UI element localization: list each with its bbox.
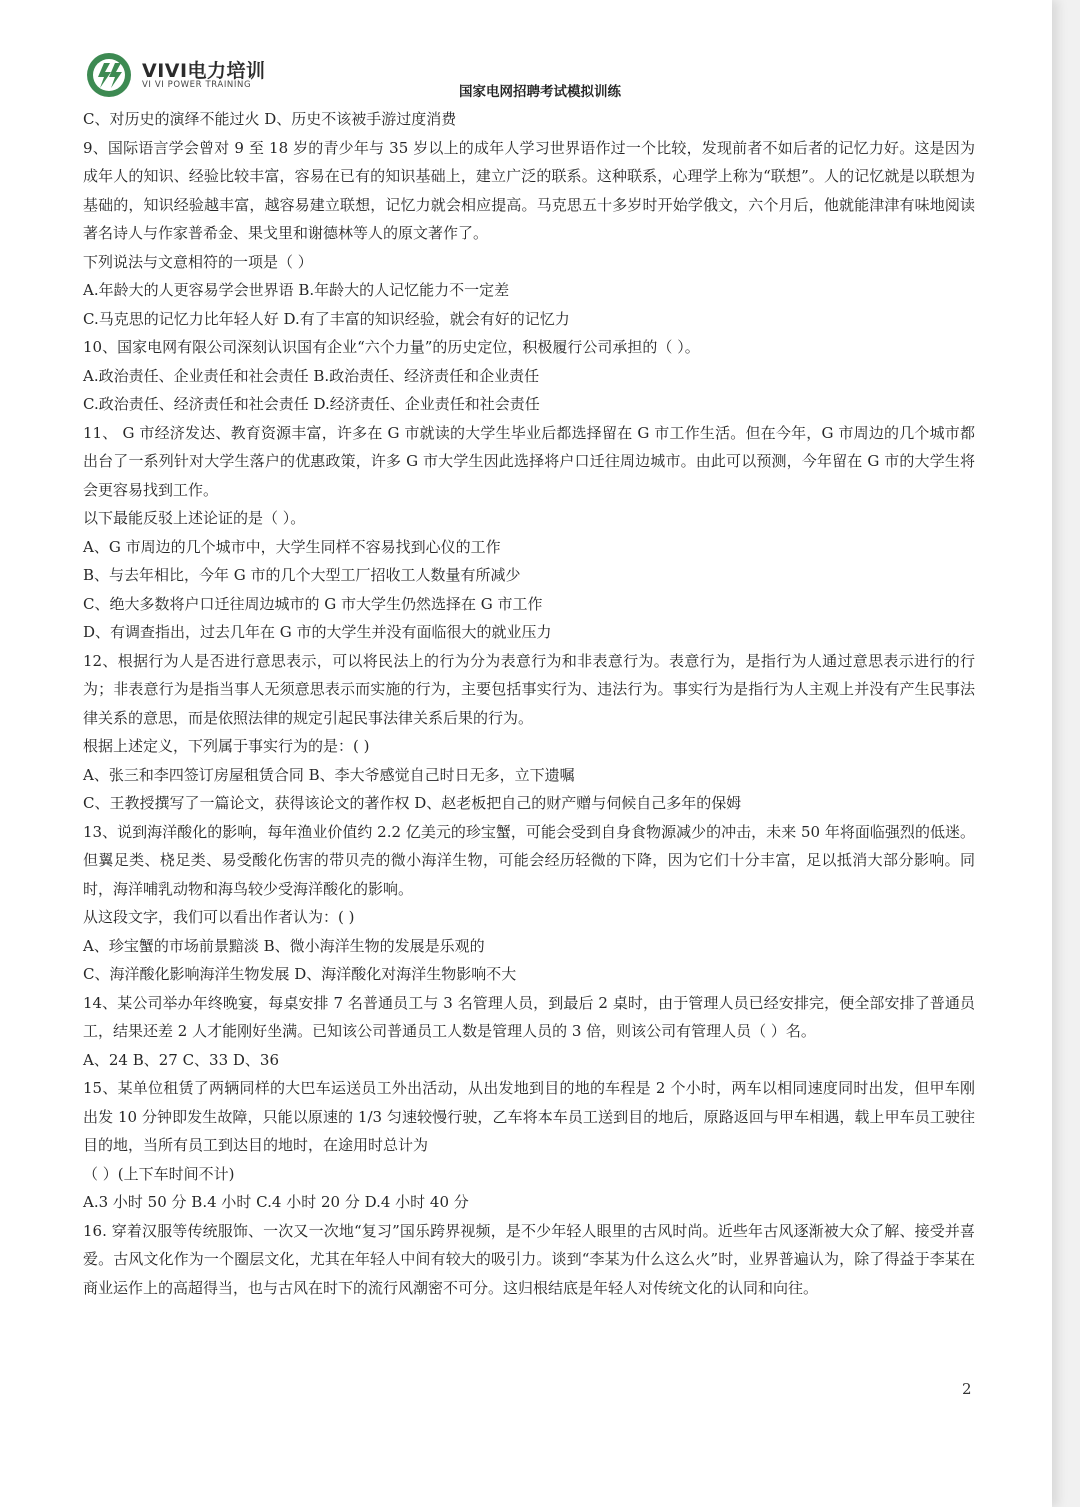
answer-options: A、珍宝蟹的市场前景黯淡 B、微小海洋生物的发展是乐观的 <box>83 936 485 955</box>
question-14: 14、某公司举办年终晚宴，每桌安排 7 名普通员工与 3 名管理人员，到最后 2 桌时，由于管理人员已经安排完，便全部安排了普通员工，结果还差 2 人才能刚好坐满。已知该公司普通员工人数是管理人员的 3 倍，则该公司有管理人员（ ）名。 <box>83 993 975 1040</box>
question-prompt: 下列说法与文意相符的一项是（ ） <box>83 252 313 271</box>
page-number: 2 <box>962 1380 972 1398</box>
answer-options: C.政治责任、经济责任和社会责任 D.经济责任、企业责任和社会责任 <box>83 395 540 413</box>
question-15: 15、某单位租赁了两辆同样的大巴车运送员工外出活动，从出发地到目的地的车程是 2 个小时，两车以相同速度同时出发，但甲车刚出发 10 分钟即发生故障，只能以原速的 1/3 匀速较慢行驶，乙车将本车员工送到目的地后，原路返回与甲车相遇，载上甲车员工驶往目的地，当所有员工到达目的地时，在途用时总计为 <box>83 1079 975 1154</box>
brand-subtitle: VI VI POWER TRAINING <box>142 80 252 90</box>
question-12: 12、根据行为人是否进行意思表示，可以将民法上的行为分为表意行为和非表意行为。表意行为，是指行为人通过意思表示进行的行为；非表意行为是指当事人无须意思表示而实施的行为，主要包括事实行为、违法行为。事实行为是指行为人主观上并没有产生民事法律关系的意思，而是依照法律的规定引起民事法律关系后果的行为。 <box>83 651 975 727</box>
question-16: 16. 穿着汉服等传统服饰、一次又一次地“复习”国乐跨界视频，是不少年轻人眼里的古风时尚。近些年古风逐渐被大众了解、接受并喜爱。古风文化作为一个圈层文化，尤其在年轻人中间有较大的吸引力。谈到“李某为什么这么火”时，业界普遍认为，除了得益于李某在商业运作上的高超得当，也与古风在时下的流行风潮密不可分。这归根结底是年轻人对传统文化的认同和向往。 <box>83 1221 975 1297</box>
question-prompt: 根据上述定义，下列属于事实行为的是：( ) <box>83 737 370 755</box>
answer-options: C、王教授撰写了一篇论文，获得该论文的著作权 D、赵老板把自己的财产赠与伺候自己多年的保姆 <box>83 794 742 812</box>
text-line: C、对历史的演绎不能过火 D、历史不该被手游过度消费 <box>83 110 457 128</box>
answer-options: A.年龄大的人更容易学会世界语 B.年龄大的人记忆能力不一定差 <box>83 281 510 299</box>
answer-option: A、G 市周边的几个城市中，大学生同样不容易找到心仪的工作 <box>83 537 501 556</box>
answer-options: A、24 B、27 C、33 D、36 <box>83 1050 280 1069</box>
question-9: 9、国际语言学会曾对 9 至 18 岁的青少年与 35 岁以上的成年人学习世界语作过一个比较，发现前者不如后者的记忆力好。这是因为成年人的知识、经验比较丰富，容易在已有的知识基础上，建立广泛的联系。这种联系，心理学上称为“联想”。人的记忆就是以联想为基础的，知识经验越丰富，越容易建立联想，记忆力就会相应提高。马克思五十多岁时开始学俄文，六个月后，他就能津津有味地阅读著名诗人与作家普希金、果戈里和谢德林等人的原文著作了。 <box>83 138 975 242</box>
question-prompt: 以下最能反驳上述论证的是（ ）。 <box>83 509 306 527</box>
question-11: 11、 G 市经济发达、教育资源丰富，许多在 G 市就读的大学生毕业后都选择留在 G 市工作生活。但在今年，G 市周边的几个城市都出台了一系列针对大学生落户的优惠政策，许多 G 市大学生因此选择将户口迁往周边城市。由此可以预测，今年留在 G 市的大学生将会更容易找到工作。 <box>83 423 975 499</box>
vivi-logo-icon <box>84 50 134 100</box>
answer-options: C.马克思的记忆力比年轻人好 D.有了丰富的知识经验，就会有好的记忆力 <box>83 309 570 328</box>
question-10: 10、国家电网有限公司深刻认识国有企业“六个力量”的历史定位，积极履行公司承担的（ ）。 <box>83 338 700 356</box>
brand-name: VIVI电力培训 <box>142 60 266 82</box>
question-15-tail: （ ）(上下车时间不计) <box>83 1164 235 1183</box>
answer-option: B、与去年相比，今年 G 市的几个大型工厂招收工人数量有所减少 <box>83 566 521 584</box>
answer-options: A、张三和李四签订房屋租赁合同 B、李大爷感觉自己时日无多，立下遗嘱 <box>83 765 575 784</box>
answer-options: C、海洋酸化影响海洋生物发展 D、海洋酸化对海洋生物影响不大 <box>83 965 517 983</box>
exam-content <box>83 105 975 1302</box>
answer-option: D、有调查指出，过去几年在 G 市的大学生并没有面临很大的就业压力 <box>83 623 552 641</box>
question-prompt: 从这段文字，我们可以看出作者认为：( ) <box>83 908 355 926</box>
answer-option: C、绝大多数将户口迁往周边城市的 G 市大学生仍然选择在 G 市工作 <box>83 594 543 613</box>
document-title: 国家电网招聘考试模拟训练 <box>459 84 621 100</box>
question-13: 13、说到海洋酸化的影响，每年渔业价值约 2.2 亿美元的珍宝蟹，可能会受到自身食物源减少的冲击，未来 50 年将面临强烈的低迷。但翼足类、桡足类、易受酸化伤害的带贝壳的微小海洋生物，可能会经历轻微的下降，因为它们十分丰富，足以抵消大部分影响。同时，海洋哺乳动物和海鸟较少受海洋酸化的影响。 <box>83 822 975 898</box>
answer-options: A.3 小时 50 分 B.4 小时 C.4 小时 20 分 D.4 小时 40 分 <box>83 1193 469 1211</box>
answer-options: A.政治责任、企业责任和社会责任 B.政治责任、经济责任和企业责任 <box>83 366 540 385</box>
